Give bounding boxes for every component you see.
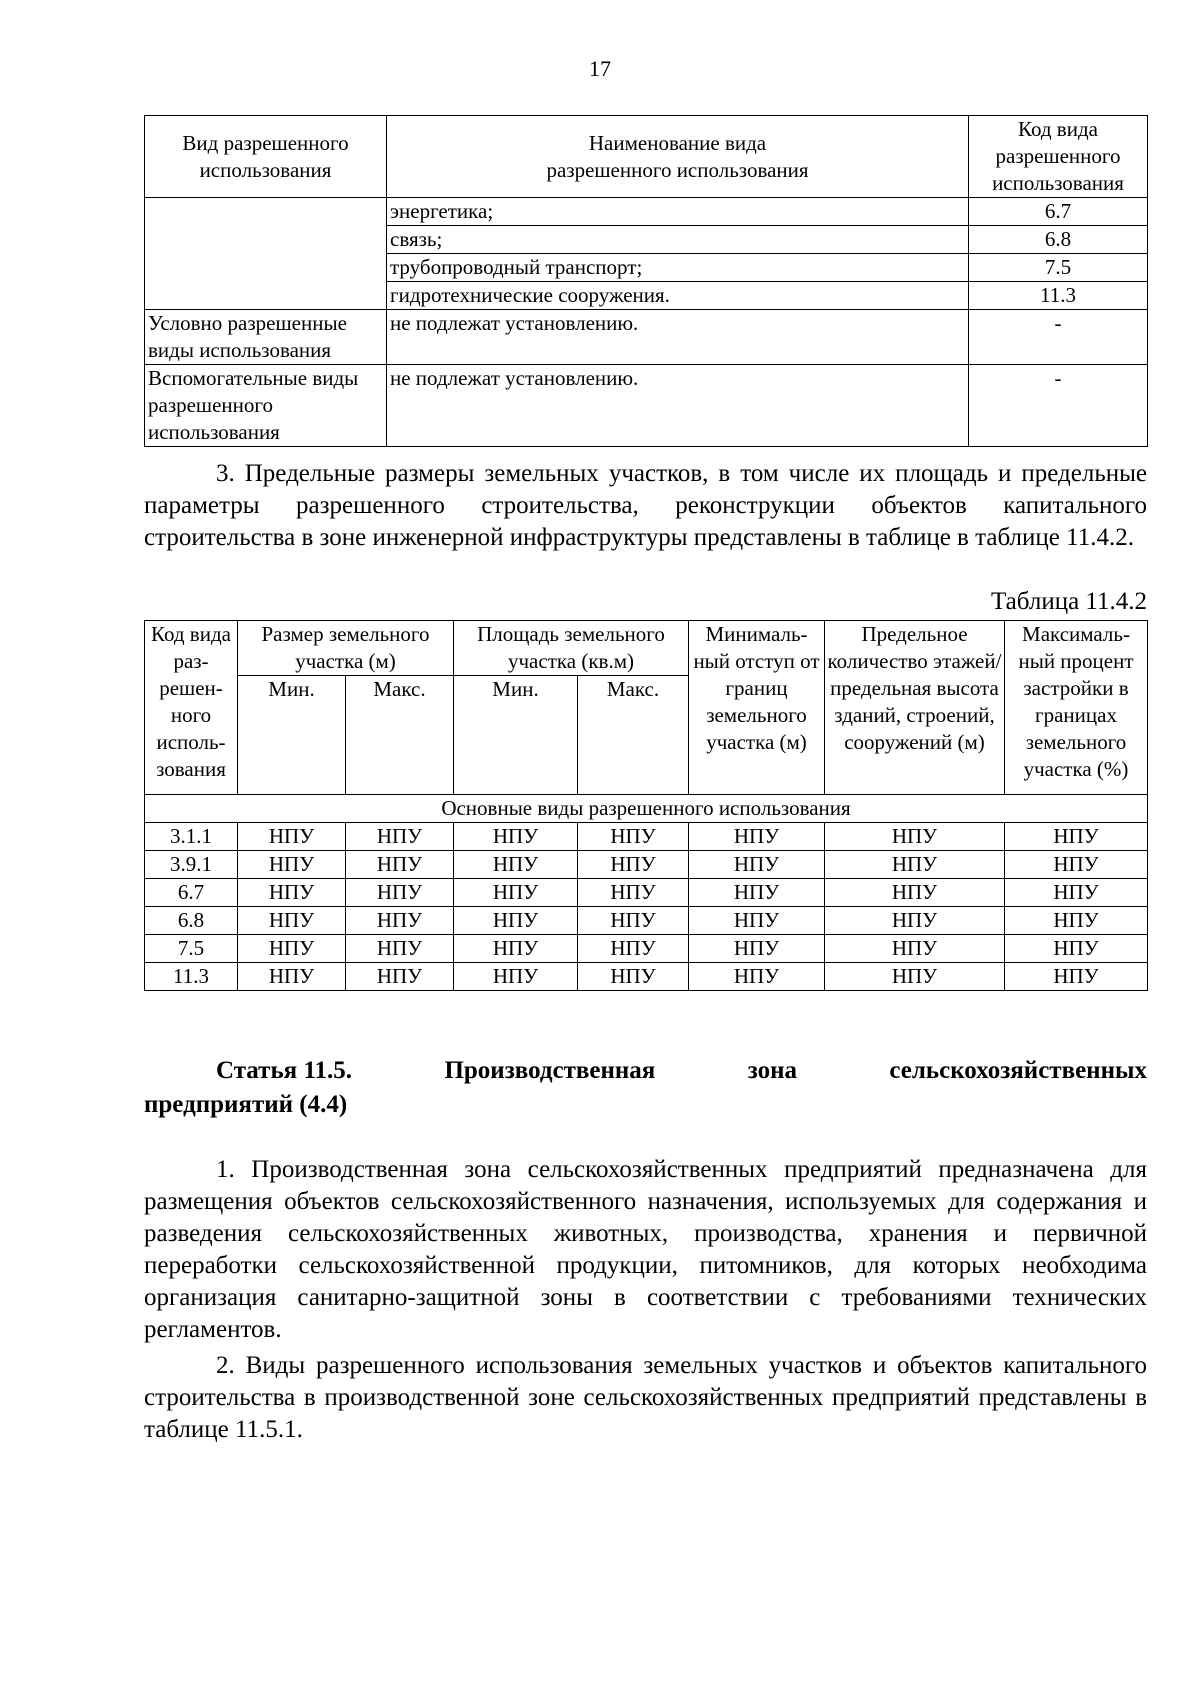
- header-use-name: Наименование вида разрешенного использования: [387, 116, 969, 198]
- table-header-row: [145, 621, 1148, 676]
- header-use-type: Вид разрешенного использования: [145, 116, 387, 198]
- header-coverage: Максималь-ный процент застройки в границах земельного участка (%): [1005, 621, 1148, 795]
- row-value-cell: НПУ: [689, 851, 825, 879]
- table-row-conditional: [145, 310, 1148, 365]
- row-value-cell: НПУ: [454, 851, 578, 879]
- permitted-use-table: [144, 115, 1148, 447]
- use-name-cell: трубопроводный транспорт;: [387, 254, 969, 282]
- page-number: 17: [589, 56, 611, 81]
- row-value-cell: НПУ: [1005, 851, 1148, 879]
- use-type-cell: Вспомогательные виды разрешенного использования: [145, 365, 387, 447]
- row-code-cell: 6.7: [145, 879, 238, 907]
- row-value-cell: НПУ: [454, 963, 578, 991]
- use-name-cell: связь;: [387, 226, 969, 254]
- use-name-cell: энергетика;: [387, 198, 969, 226]
- row-code-cell: 6.8: [145, 907, 238, 935]
- header-area-min: Мин.: [454, 676, 578, 795]
- row-value-cell: НПУ: [689, 907, 825, 935]
- header-floors: Предельное количество этажей/ предельная высота зданий, строений, сооружений (м): [825, 621, 1005, 795]
- header-use-code: Код вида разрешенного использования: [969, 116, 1148, 198]
- row-value-cell: НПУ: [578, 823, 689, 851]
- header-code: Код вида раз-решен-ного исполь-зования: [145, 621, 238, 795]
- row-value-cell: НПУ: [238, 907, 346, 935]
- row-value-cell: НПУ: [1005, 879, 1148, 907]
- row-value-cell: НПУ: [689, 823, 825, 851]
- row-value-cell: НПУ: [346, 823, 454, 851]
- limits-table: [144, 620, 1148, 991]
- row-value-cell: НПУ: [825, 823, 1005, 851]
- row-value-cell: НПУ: [454, 879, 578, 907]
- row-value-cell: НПУ: [689, 879, 825, 907]
- table-row: [145, 935, 1148, 963]
- use-code-cell: -: [969, 365, 1148, 447]
- use-code-cell: -: [969, 310, 1148, 365]
- row-value-cell: НПУ: [689, 963, 825, 991]
- row-code-cell: 3.1.1: [145, 823, 238, 851]
- row-value-cell: НПУ: [238, 823, 346, 851]
- use-name-cell: не подлежат установлению.: [387, 310, 969, 365]
- row-value-cell: НПУ: [825, 879, 1005, 907]
- header-plot-area: Площадь земельного участка (кв.м): [454, 621, 689, 676]
- article-paragraph-2: 2. Виды разрешенного использования земельных участков и объектов капитального строительства в производственной зоне сельскохозяйственных предприятий представлены в таблице 11.5.1.: [144, 1352, 1147, 1443]
- use-type-cell: Условно разрешенные виды использования: [145, 310, 387, 365]
- header-size-max: Макс.: [346, 676, 454, 795]
- row-value-cell: НПУ: [578, 879, 689, 907]
- row-value-cell: НПУ: [238, 935, 346, 963]
- row-value-cell: НПУ: [238, 879, 346, 907]
- table-row: [145, 198, 1148, 226]
- use-code-cell: 6.8: [969, 226, 1148, 254]
- use-code-cell: 7.5: [969, 254, 1148, 282]
- table-row: [145, 963, 1148, 991]
- row-value-cell: НПУ: [346, 935, 454, 963]
- row-value-cell: НПУ: [454, 935, 578, 963]
- row-value-cell: НПУ: [454, 823, 578, 851]
- row-value-cell: НПУ: [1005, 907, 1148, 935]
- empty-type-cell: [145, 198, 387, 310]
- row-code-cell: 11.3: [145, 963, 238, 991]
- header-setback: Минималь-ный отступ от границ земельного участка (м): [689, 621, 825, 795]
- row-value-cell: НПУ: [825, 907, 1005, 935]
- row-value-cell: НПУ: [346, 879, 454, 907]
- row-code-cell: 3.9.1: [145, 851, 238, 879]
- row-value-cell: НПУ: [689, 935, 825, 963]
- row-value-cell: НПУ: [578, 935, 689, 963]
- use-name-cell: гидротехнические сооружения.: [387, 282, 969, 310]
- row-value-cell: НПУ: [578, 963, 689, 991]
- use-name-cell: не подлежат установлению.: [387, 365, 969, 447]
- paragraph-3: 3. Предельные размеры земельных участков, в том числе их площадь и предельные параметры разрешенного строительства, реконструкции объектов капитального строительства в зоне инженерной инфраструктуры представлены в таблице в таблице 11.4.2.: [144, 460, 1147, 551]
- table-row: [145, 879, 1148, 907]
- table-caption: Таблица 11.4.2: [991, 588, 1147, 615]
- table-row: [145, 907, 1148, 935]
- header-plot-size: Размер земельного участка (м): [238, 621, 454, 676]
- header-size-min: Мин.: [238, 676, 346, 795]
- row-value-cell: НПУ: [1005, 963, 1148, 991]
- row-value-cell: НПУ: [825, 963, 1005, 991]
- row-value-cell: НПУ: [454, 907, 578, 935]
- row-code-cell: 7.5: [145, 935, 238, 963]
- row-value-cell: НПУ: [578, 851, 689, 879]
- row-value-cell: НПУ: [346, 851, 454, 879]
- row-value-cell: НПУ: [578, 907, 689, 935]
- row-value-cell: НПУ: [825, 935, 1005, 963]
- article-paragraph-1: 1. Производственная зона сельскохозяйственных предприятий предназначена для размещения объектов сельскохозяйственного назначения, используемых для содержания и разведения сельскохозяйственных животных, производства, хранения и первичной переработки сельскохозяйственной продукции, питомников, для которых необходима организация санитарно-защитной зоны в соответствии с требованиями технических регламентов.: [144, 1156, 1147, 1343]
- section-row: [145, 795, 1148, 823]
- section-label: Основные виды разрешенного использования: [145, 795, 1148, 823]
- row-value-cell: НПУ: [238, 851, 346, 879]
- limits-table-body: [145, 823, 1148, 991]
- row-value-cell: НПУ: [346, 907, 454, 935]
- table-header-row: [145, 116, 1148, 198]
- table-row: [145, 823, 1148, 851]
- row-value-cell: НПУ: [1005, 935, 1148, 963]
- row-value-cell: НПУ: [238, 963, 346, 991]
- use-code-cell: 6.7: [969, 198, 1148, 226]
- row-value-cell: НПУ: [825, 851, 1005, 879]
- use-code-cell: 11.3: [969, 282, 1148, 310]
- table-row-auxiliary: [145, 365, 1148, 447]
- row-value-cell: НПУ: [346, 963, 454, 991]
- row-value-cell: НПУ: [1005, 823, 1148, 851]
- table-row: [145, 851, 1148, 879]
- article-title: Статья 11.5. Производственная зона сельскохозяйственных предприятий (4.4): [144, 1057, 1147, 1118]
- header-area-max: Макс.: [578, 676, 689, 795]
